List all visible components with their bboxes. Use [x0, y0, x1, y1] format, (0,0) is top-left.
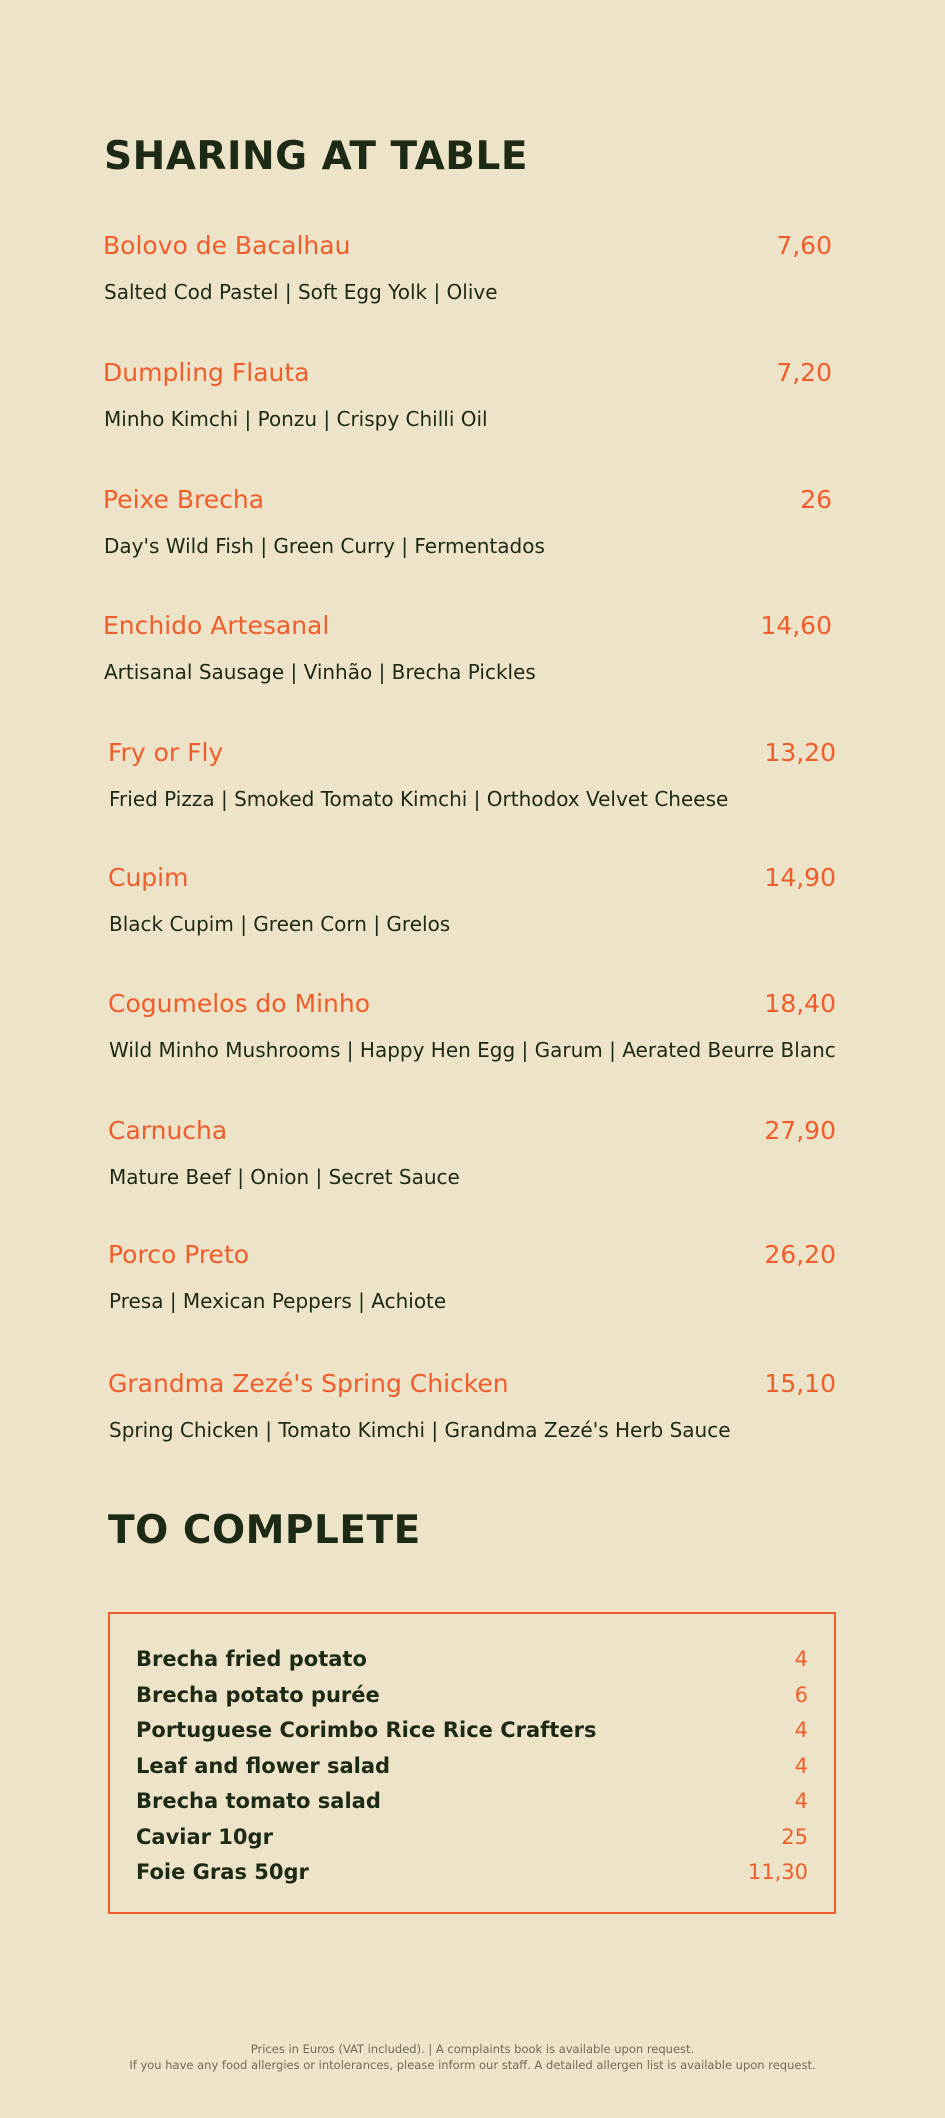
menu-item-price: 14,60 — [760, 611, 832, 640]
section-title-sharing: SHARING AT TABLE — [104, 134, 528, 179]
menu-item-name: Fry or Fly — [108, 738, 224, 767]
menu-item — [0, 738, 945, 828]
list-item — [136, 1749, 808, 1785]
extra-name: Brecha potato purée — [136, 1682, 380, 1707]
extras-box — [108, 1612, 836, 1914]
menu-item-name: Enchido Artesanal — [103, 611, 330, 640]
menu-item-name: Carnucha — [108, 1116, 228, 1145]
menu-item-price: 26,20 — [764, 1240, 836, 1269]
menu-item-price: 14,90 — [764, 863, 836, 892]
menu-item — [0, 1116, 945, 1206]
list-item — [136, 1713, 808, 1749]
extra-price: 25 — [781, 1824, 808, 1849]
menu-item — [0, 1369, 945, 1459]
menu-item-name: Cupim — [108, 863, 189, 892]
menu-item — [0, 231, 945, 321]
menu-item-description: Salted Cod Pastel | Soft Egg Yolk | Olive — [104, 280, 498, 304]
menu-item-price: 18,40 — [764, 989, 836, 1018]
menu-item-price: 13,20 — [764, 738, 836, 767]
list-item — [136, 1820, 808, 1856]
menu-item — [0, 358, 945, 448]
extra-price: 11,30 — [747, 1860, 808, 1884]
footer-line-prices: Prices in Euros (VAT included). | A complaints book is available upon request. — [250, 2042, 695, 2056]
menu-item — [0, 863, 945, 953]
extra-name: Brecha fried potato — [136, 1647, 367, 1671]
extra-name: Portuguese Corimbo Rice Rice Crafters — [136, 1718, 597, 1742]
list-item — [136, 1642, 808, 1678]
extra-name: Brecha tomato salad — [136, 1789, 381, 1813]
list-item — [136, 1678, 808, 1714]
menu-item-price: 7,60 — [776, 231, 832, 260]
menu-item-price: 26 — [800, 485, 832, 514]
extra-price: 4 — [794, 1718, 808, 1742]
menu-item-price: 15,10 — [764, 1369, 836, 1398]
menu-item-description: Day's Wild Fish | Green Curry | Fermentados — [104, 534, 545, 558]
menu-item-description: Mature Beef | Onion | Secret Sauce — [109, 1165, 460, 1189]
menu-item-description: Black Cupim | Green Corn | Grelos — [109, 912, 451, 936]
extra-price: 6 — [794, 1682, 808, 1707]
menu-item-name: Grandma Zezé's Spring Chicken — [108, 1369, 509, 1398]
menu-item-name: Porco Preto — [108, 1240, 250, 1269]
section-title-complete: TO COMPLETE — [108, 1508, 421, 1553]
menu-item-name: Peixe Brecha — [103, 485, 265, 514]
menu-item-price: 7,20 — [776, 358, 832, 387]
list-item — [136, 1784, 808, 1820]
extra-price: 4 — [794, 1753, 808, 1778]
footer-notice — [0, 2041, 945, 2073]
menu-item-name: Dumpling Flauta — [103, 358, 310, 387]
menu-item-price: 27,90 — [764, 1116, 836, 1145]
menu-item-description: Minho Kimchi | Ponzu | Crispy Chilli Oil — [104, 407, 488, 431]
menu-item — [0, 611, 945, 701]
menu-item — [0, 1240, 945, 1330]
menu-item-description: Wild Minho Mushrooms | Happy Hen Egg | Garum | Aerated Beurre Blanc — [109, 1038, 836, 1062]
menu-item-description: Presa | Mexican Peppers | Achiote — [109, 1289, 447, 1313]
menu-item-name: Bolovo de Bacalhau — [103, 231, 351, 260]
menu-item — [0, 485, 945, 575]
extra-name: Leaf and flower salad — [136, 1753, 391, 1778]
menu-item-name: Cogumelos do Minho — [108, 989, 371, 1018]
extras-list — [136, 1642, 808, 1891]
menu-item — [0, 989, 945, 1079]
extra-price: 4 — [794, 1647, 808, 1671]
menu-item-description: Spring Chicken | Tomato Kimchi | Grandma Zezé's Herb Sauce — [109, 1418, 731, 1442]
menu-item-description: Fried Pizza | Smoked Tomato Kimchi | Orthodox Velvet Cheese — [109, 787, 729, 811]
menu-item-description: Artisanal Sausage | Vinhão | Brecha Pickles — [104, 660, 536, 684]
list-item — [136, 1855, 808, 1891]
footer-line-allergens: If you have any food allergies or intolerances, please inform our staff. A detailed allergen list is available upon request. — [129, 2058, 816, 2072]
extra-name: Foie Gras 50gr — [136, 1860, 309, 1884]
extra-price: 4 — [794, 1789, 808, 1813]
extra-name: Caviar 10gr — [136, 1824, 273, 1849]
